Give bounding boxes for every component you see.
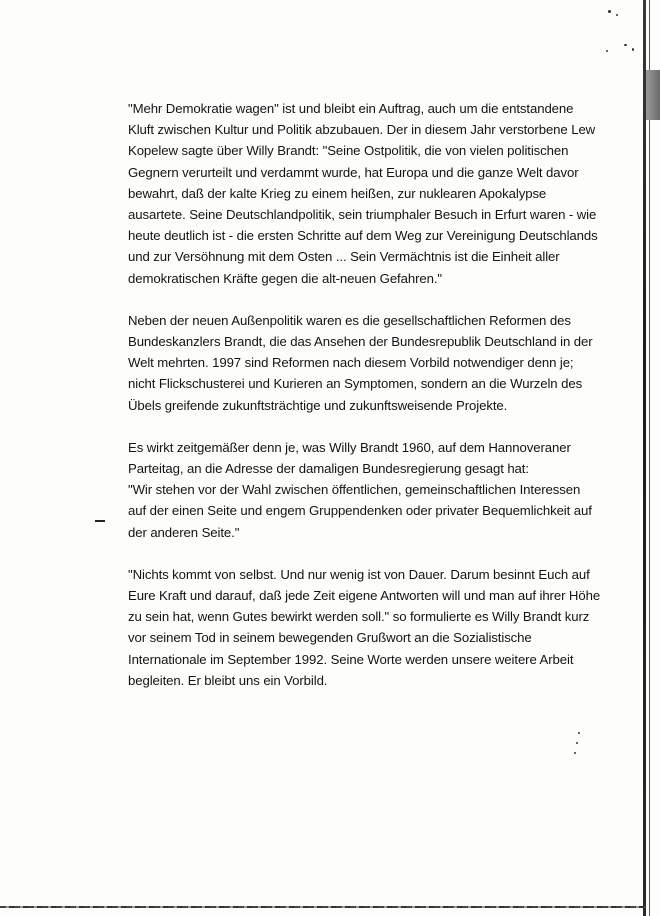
text-line: Welt mehrten. 1997 sind Reformen nach diesem Vorbild notwendiger denn je;: [128, 355, 574, 371]
scan-edge-right: [643, 0, 646, 916]
text-line: auf der einen Seite und engem Gruppendenken oder privater Bequemlichkeit auf: [128, 503, 592, 519]
text-line: "Wir stehen vor der Wahl zwischen öffentlichen, gemeinschaftlichen Interessen: [128, 482, 581, 498]
speck: [616, 14, 618, 16]
text-line: bewahrt, daß der kalte Krieg zu einem heißen, zur nuklearen Apokalypse: [128, 185, 547, 201]
text-line: der anderen Seite.": [128, 524, 240, 540]
margin-mark: [95, 520, 105, 522]
text-line: Übels greifende zukunftsträchtige und zukunftsweisende Projekte.: [128, 397, 508, 413]
speck: [608, 10, 611, 13]
document-body: [128, 98, 601, 712]
text-line: Kluft zwischen Kultur und Politik abzubauen. Der in diesem Jahr verstorbene Lew: [128, 122, 596, 138]
paragraph-1: [128, 98, 598, 289]
text-line: Bundeskanzlers Brandt, die das Ansehen der Bundesrepublik Deutschland in der: [128, 334, 593, 350]
paragraph-2: [128, 310, 593, 416]
text-line: Gegnern verurteilt und verdammt wurde, hat Europa und die ganze Welt davor: [128, 164, 579, 180]
text-line: nicht Flickschusterei und Kurieren an Symptomen, sondern an die Wurzeln des: [128, 376, 583, 392]
speck: [574, 752, 576, 754]
scan-edge-inner: [649, 0, 650, 916]
text-line: und zur Versöhnung mit dem Osten ... Sein Vermächtnis ist die Einheit aller: [128, 249, 560, 265]
text-line: ausartete. Seine Deutschlandpolitik, sein triumphaler Besuch in Erfurt waren - wie: [128, 207, 597, 223]
scan-edge-shadow: [646, 70, 660, 120]
speck: [576, 742, 578, 744]
scan-edge-bottom: [0, 906, 646, 908]
text-line: Parteitag, an die Adresse der damaligen Bundesregierung gesagt hat:: [128, 461, 529, 477]
text-line: Neben der neuen Außenpolitik waren es die gesellschaftlichen Reformen des: [128, 312, 571, 328]
text-line: Eure Kraft und darauf, daß jede Zeit eigene Antworten will und man auf ihrer Höhe: [128, 588, 601, 604]
text-line: Es wirkt zeitgemäßer denn je, was Willy Brandt 1960, auf dem Hannoveraner: [128, 439, 571, 455]
text-line: vor seinem Tod in seinem bewegenden Grußwort an die Sozialistische: [128, 630, 532, 646]
speck: [578, 732, 580, 734]
speck: [632, 48, 634, 51]
text-line: "Mehr Demokratie wagen" ist und bleibt ein Auftrag, auch um die entstandene: [128, 101, 574, 116]
speck: [624, 44, 627, 46]
paragraph-4: [128, 564, 601, 691]
text-line: Kopelew sagte über Willy Brandt: "Seine Ostpolitik, die von vielen politischen: [128, 143, 569, 159]
paragraph-3: [128, 437, 592, 543]
text-line: heute deutlich ist - die ersten Schritte auf dem Weg zur Vereinigung Deutschlands: [128, 228, 598, 244]
scan-dots: [572, 730, 582, 770]
text-line: "Nichts kommt von selbst. Und nur wenig ist von Dauer. Darum besinnt Euch auf: [128, 566, 590, 582]
scan-specks: [602, 0, 642, 60]
text-line: Internationale im September 1992. Seine Worte werden unsere weitere Arbeit: [128, 651, 574, 667]
text-line: demokratischen Kräfte gegen die alt-neuen Gefahren.": [128, 270, 442, 286]
text-line: begleiten. Er bleibt uns ein Vorbild.: [128, 672, 328, 688]
text-line: zu sein hat, wenn Gutes bewirkt werden soll." so formulierte es Willy Brandt kurz: [128, 609, 590, 625]
speck: [606, 50, 608, 52]
